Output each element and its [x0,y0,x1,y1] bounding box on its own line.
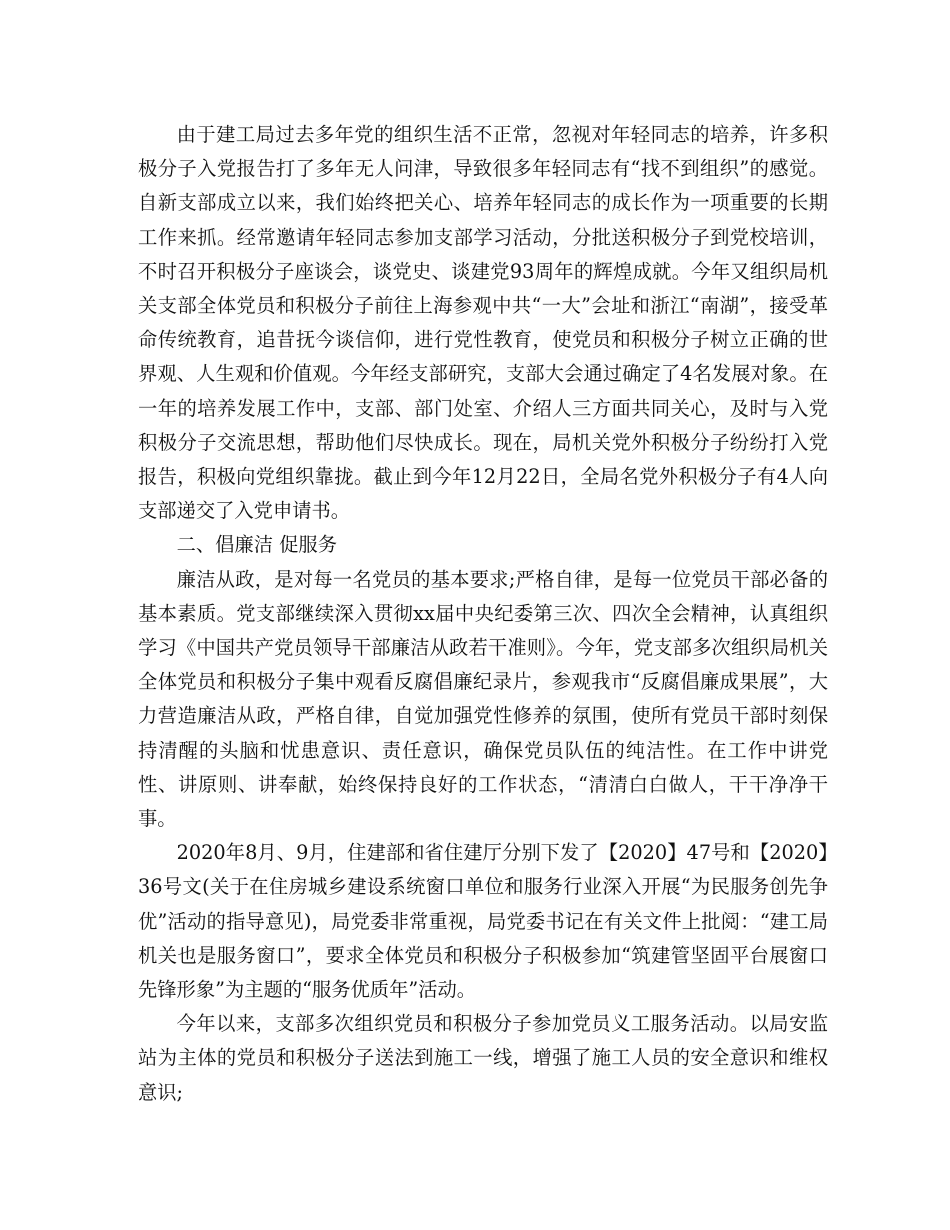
paragraph-volunteer-service: 今年以来，支部多次组织党员和积极分子参加党员义工服务活动。以局安监站为主体的党员和积极分子送法到施工一线，增强了施工人员的安全意识和维权意识; [138,1012,828,1104]
document-body [138,118,828,1110]
paragraph-youth-cultivation: 由于建工局过去多年党的组织生活不正常，忽视对年轻同志的培养，许多积极分子入党报告打了多年无人问津，导致很多年轻同志有“找不到组织”的感觉。自新支部成立以来，我们始终把关心、培养年轻同志的成长作为一项重要的长期工作来抓。经常邀请年轻同志参加支部学习活动，分批送积极分子到党校培训，不时召开积极分子座谈会，谈党史、谈建党93周年的辉煌成就。今年又组织局机关支部全体党员和积极分子前往上海参观中共“一大”会址和浙江“南湖”，接受革命传统教育，追昔抚今谈信仰，进行党性教育，使党员和积极分子树立正确的世界观、人生观和价值观。今年经支部研究，支部大会通过确定了4名发展对象。在一年的培养发展工作中，支部、部门处室、介绍人三方面共同关心，及时与入党积极分子交流思想，帮助他们尽快成长。现在，局机关党外积极分子纷纷打入党报告，积极向党组织靠拢。截止到今年12月22日，全局名党外积极分子有4人向支部递交了入党申请书。 [138,123,828,523]
section-heading-integrity-service: 二、倡廉洁 促服务 [176,533,337,557]
paragraph-service-documents: 2020年8月、9月，住建部和省住建厅分别下发了【2020】47号和【2020】36号文(关于在住房城乡建设系统窗口单位和服务行业深入开展“为民服务创先争优”活动的指导意见)，局党委非常重视，局党委书记在有关文件上批阅：“建工局机关也是服务窗口”，要求全体党员和积极分子积极参加“筑建管坚固平台展窗口先锋形象”为主题的“服务优质年”活动。 [138,841,828,1002]
paragraph-integrity: 廉洁从政，是对每一名党员的基本要求;严格自律，是每一位党员干部必备的基本素质。党支部继续深入贯彻xx届中央纪委第三次、四次全会精神，认真组织学习《中国共产党员领导干部廉洁从政若干准则》。今年，党支部多次组织局机关全体党员和积极分子集中观看反腐倡廉纪录片，参观我市“反腐倡廉成果展”，大力营造廉洁从政，严格自律，自觉加强党性修养的氛围，使所有党员干部时刻保持清醒的头脑和忧患意识、责任意识，确保党员队伍的纯洁性。在工作中讲党性、讲原则、讲奉献，始终保持良好的工作状态，“清清白白做人，干干净净干事。 [138,567,828,831]
